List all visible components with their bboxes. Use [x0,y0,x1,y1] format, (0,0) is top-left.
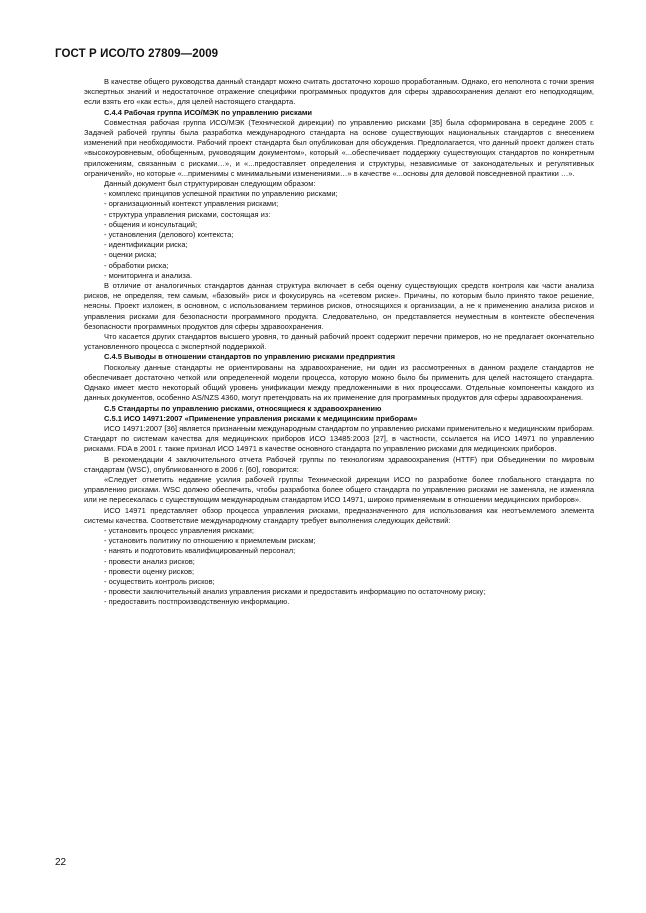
paragraph: В рекомендации 4 заключительного отчета Рабочей группы по технологиям здравоохранения (HTTF) при Объединении по мировым стандартам (WSC), опубликованного в 2006 г. [60], говорится: [84,454,594,474]
list-item: - комплекс принципов успешной практики по управлению рисками; [104,189,338,199]
list-item: - провести заключительный анализ управления рисками и предоставить информацию по остаточному риску; [104,587,486,597]
section-c5-heading: С.5 Стандарты по управлению рисками, относящиеся к здравоохранению [104,403,382,413]
list-item: - организационный контекст управления рисками; [104,199,279,209]
structure-list [84,189,594,281]
list-item: - провести анализ рисков; [104,556,195,566]
section-c45-heading: С.4.5 Выводы в отношении стандартов по управлению рисками предприятия [104,352,395,362]
paragraph: Поскольку данные стандарты не ориентированы на здравоохранение, ни один из рассмотренных в данном разделе стандартов не обеспечивает достаточно четкой или определенной модели процесса, которую можно было бы применить для целей настоящего стандарта. Однако имеет место некоторый общий уровень унификации между предложенными в них процессами. Отдельные компоненты каждого из данных документов, особенно AS/NZS 4360, могут претендовать на их применение для программных продуктов для сферы здравоохранения. [84,362,594,403]
section-c44-heading: С.4.4 Рабочая группа ИСО/МЭК по управлению рисками [104,107,313,117]
list-item: - осуществить контроль рисков; [104,576,215,586]
paragraph: ИСО 14971:2007 [36] является признанным международным стандартом по управлению рисками применительно к медицинским приборам. Стандарт по системам качества для медицинских приборов ИСО 13485:2003 [27], в частности, ссылается на ИСО 14971 по управлению рисками. FDA в 2001 г. также признал ИСО 14971 в качестве основного стандарта по управлению рисками для медицинских приборов. [84,423,594,454]
list-item: - установить процесс управления рисками; [104,525,254,535]
document-header: ГОСТ Р ИСО/ТО 27809—2009 [55,48,219,60]
section-c51-heading: С.5.1 ИСО 14971:2007 «Применение управления рисками к медицинским приборам» [104,413,418,423]
intro-paragraph: В качестве общего руководства данный стандарт можно считать достаточно хорошо проработанным. Однако, его неполнота с точки зрения экспертных знаний и недостаточное отражение специфики программных продуктов для сферы здравоохранения делают его неподходящим, если взять его «как есть», для целей настоящего стандарта. [84,77,594,107]
page-number: 22 [55,857,67,868]
list-item: - мониторинга и анализа. [104,270,193,280]
list-item: - структура управления рисками, состоящая из: [104,209,271,219]
paragraph: ИСО 14971 представляет обзор процесса управления рисками, предназначенного для использования как неотъемлемого элемента системы качества. Соответствие международному стандарту требует выполнения следующих действий: [84,505,594,525]
list-item: - установить политику по отношению к приемлемым рискам; [104,536,316,546]
list-item: - установления (делового) контекста; [104,230,234,240]
list-item: - идентификации риска; [104,240,188,250]
list-item: - обработки риска; [104,260,169,270]
paragraph: Что касается других стандартов высшего уровня, то данный рабочий проект содержит перечни примеров, но не предлагает окончательно установленного процесса с экспертной поддержкой. [84,332,594,352]
document-body [84,77,594,608]
paragraph: В отличие от аналогичных стандартов данная структура включает в себя оценку существующих средств контроля как части анализа рисков, не определяя, тем самым, «базовый» риск и фокусируясь на «сетевом риске». Причины, по которым было принято такое решение, неясны. Проект изложен, в основном, с использованием терминов рисков, относящихся к организации, а не к применению анализа рисков и управления рисками для безопасности программного продукта. Следовательно, он представляется неуместным в контексте обеспечения безопасности программных продуктов для сферы здравоохранения. [84,281,594,331]
list-item: - нанять и подготовить квалифицированный персонал; [104,546,296,556]
list-item: - предоставить постпроизводственную информацию. [104,597,290,607]
quote-paragraph: «Следует отметить недавние усилия рабочей группы Технической дирекции ИСО по разработке более глобального стандарта по управлению рисками. WSC должно обеспечить, чтобы разработка более общего стандарта по управлению рисками не заменяла, не изменяла или не пересекалась с существующим международным стандартом ИСО 14971, широко применяемым в отношении медицинских приборов». [84,474,594,505]
paragraph: Совместная рабочая группа ИСО/МЭК (Технической дирекции) по управлению рисками [35] была сформирована в середине 2005 г. Задачей рабочей группы была разработка международного стандарта на основе существующих национальных стандартов с внесением изменений при необходимости. Рабочий проект стандарта был опубликован для обсуждения. Предполагается, что данный проект должен стать «высокоуровневым, обобщенным, руководящим документом», который «...обеспечивает поддержку существующих стандартов по конкретным приложениям, связанным с рисками…», и «...предоставляет определения и структуры, независимые от законодательных и регулятивных ограничений», но которые «...применимы с минимальными изменениями…» в качестве «...основы для деловой повседневной практики …». [84,117,594,178]
list-item: - оценки риска; [104,250,157,260]
requirements-list [84,526,594,608]
list-item: - провести оценку рисков; [104,566,195,576]
list-item: - общения и консультаций; [104,219,198,229]
paragraph: Данный документ был структурирован следующим образом: [104,179,316,189]
